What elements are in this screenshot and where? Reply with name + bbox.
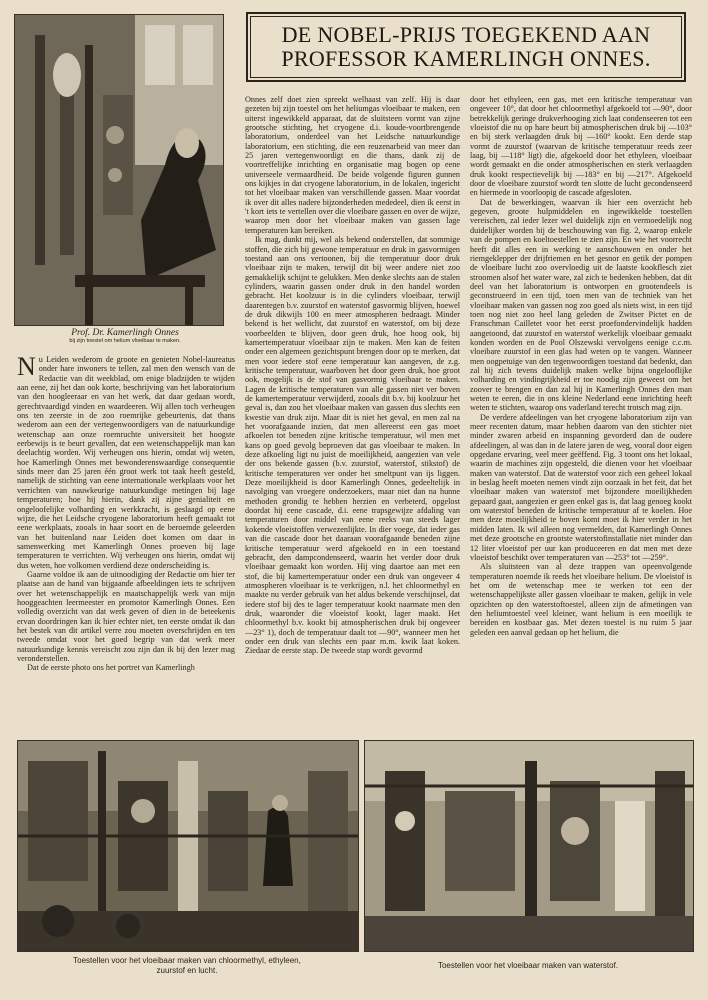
figure-left-caption-line-1: Toestellen voor het vloeibaar maken van chloormethyl, ethyleen, [73, 956, 301, 965]
article-column-1 [17, 355, 235, 737]
column-1-paragraph-3: Dat de eerste photo ons het portret van Kamerlingh [27, 663, 195, 673]
drop-cap: N [17, 355, 36, 381]
column-3-paragraph-1: door het ethyleen, een gas, met een kritische temperatuur van ongeveer 10°, dat door het chloormethyl afgekoeld tot —90°, door betrekkelijk geringe drukverhooging zich laat condenseeren tot een vloeistof die nu op hare beurt bij atmospherischen druk bij —103° en bij sterk verlaagden druk bij —160° kookt. Een derde stap vormt de zuurstof (waarvan de kritische temperatuur reeds zeer laag, bij —118° ligt) die, afgekoeld door het ethyleen, vloeibaar wordt gemaakt en die onder atmospherischen en sterk verlaagden druk kookt respectievelijk bij —183° en bij —217°. Afgekoeld door de vloeibare zuurstof wordt ten slotte de lucht gecondenseerd en hiermede in voorloopig de cascade afgesloten. [470, 95, 692, 198]
portrait-caption [40, 328, 210, 344]
figure-left-caption [20, 956, 354, 975]
figure-right-illustration [365, 741, 693, 951]
article-title [246, 12, 686, 82]
column-3-paragraph-3: De verdere afdeelingen van het cryogene laboratorium zijn van meer recenten datum, maar hebben daarom van den stichter niet minder zwaren arbeid en inspanning gevorderd dan de oudere afdeelingen, al was dan in de latere jaren de weg, vooral door eigen opgedane ervaring, veel meer geëffend. Fig. 3 toont ons het lokaal, waarin de machines zijn opgesteld, die dienen voor het vloeibaar maken van waterstof. Dat de waterstof voor zich een geheel lokaal in beslag heeft moeten nemen vindt zijn oorzaak in het feit, dat het vloeibaar maken van waterstof met bijzondere moeilijkheden gepaard gaat, aangezien er geen enkel gas is, dat laag genoeg kookt om waterstof beneden de kritische temperatuur af te koelen. Hoe men deze moeilijkheid te boven komt moet ik hier verder in het midden laten. Ik wil alleen nog vermelden, dat Kamerlingh Onnes met deze grootsche en grootste waterstofinstallatie niet minder dan 12 liter vloeistof per uur kan produceeren en dat men met deze vloeistof beschikt over temperaturen van —253° tot —259°. [470, 412, 692, 562]
article-column-2 [245, 95, 460, 735]
column-3-paragraph-4: Als sluitsteen van al deze trappen van opeenvolgende temperaturen noemde ik reeds het vloeibare helium. De vloeistof is het om de wetenschap mee te werken tot een der wetenschappelijkste aller gassen vloeibaar te maken, gelijk in vele opzichten op den waterstoftoestel, alleen zijn de afmetingen van den heliumtoestel veel kleiner, want helium is een moeilijk te bereiden en kostbaar gas. Met dezen toestel is nu ruim 5 jaar geleden een aanval gedaan op het helium, die [470, 562, 692, 637]
figure-right-caption: Toestellen voor het vloeibaar maken van waterstof. [437, 961, 619, 970]
figure-left-caption-line-2: zuurstof en lucht. [156, 965, 218, 975]
figure-right-photo [364, 740, 694, 952]
portrait-caption-sub: bij zijn toestel om helium vloeibaar te maken. [69, 338, 181, 344]
article-column-3 [470, 95, 692, 735]
column-2-paragraph-1: Onnes zelf doet zien spreekt welhaast van zelf. Hij is daar gezeten bij zijn toestel om het heliumgas vloeibaar te maken, een uiterst ingewikkeld apparaat, dat de sluitsteen vormt van zijne grootsche stichting, het cryogene d.i. koude-voortbrengende laboratorium, onderdeel van het Leidsche natuurkundige laboratorium, een stichting, die een reuzenarbeid van meer dan 25 jaren vertegenwoordigt en die thans, dank zij de voortreffelijke inrichting en organisatie mag bogen op eene universeele vermaardheid. De beide volgende figuren gunnen ons kijkjes in dat cryogene laboratorium, in de lokalen, ingericht tot het vloeibaar maken van verschillende gassen. Maar voordat ik over dit alles nadere bijzonderheden mededeel, dien ik eerst in 't kort iets te vertellen over die vloeibare gassen en over de wijze, waarop men door het vloeibaar maken van gassen lage temperaturen kan bereiken. [245, 95, 460, 235]
figure-left-photo [17, 740, 359, 952]
portrait-caption-name: Prof. Dr. Kamerlingh Onnes [71, 328, 179, 338]
column-1-paragraph-1: u Leiden wederom de groote en genieten Nobel-laureatus onder hare inwoners te tellen, zal men den wensch van de Redactie van dit weekblad, om enige bladzijden te wijden aan eene, zij het dan ook korte, beschrijving van het laboratorium van den hoogleeraar en van het werk, dat daar gedaan wordt, gerechtvaardigd vinden en waardeeren. Wij allen toch verheugen ons ten zeerste in de zoo roemrijke gebeurtenis, dat thans wederom aan een der vertegenwoordigers van de natuurkundige wetenschap aan onze roemruchte universiteit het hoogste eerbewijs is te beurt gevallen, dat een wetenschappelijk man kan deelachtig worden. Wij verheugen ons hierin, omdat wij weten, hoe Kamerlingh Onnes met bewonderenswaardige consequentie sinds meer dan 25 jaren één groot werk tot taak heeft gesteld, namelijk de stichting van eene internationale werkplaats voor het verrichten van nauwkeurige natuurkundige metingen bij lage temperaturen; hoe hij hierin, dank zij zijne genialiteit en ongeloofelijke volharding en werkkracht, is geslaagd op eene wijze, die het Leidsche cryogene laboratorium heeft gemaakt tot eene werkplaats, zooals in haar soort en de beroemde geleerden van het buitenland naar Leiden doet komen om daar in samenwerking met Kamerlingh Onnes proeven bij lage temperaturen te verrichten. Wij verheugen ons hierin, omdat wij dus weten, hoe volkomen verdiend deze onderscheiding is. [17, 355, 235, 570]
portrait-photo [14, 14, 224, 326]
portrait-illustration [15, 15, 223, 325]
column-1-paragraph-2: Gaarne voldoe ik aan de uitnoodiging der Redactie om hier ter plaatse aan de hand van bijgaande afbeeldingen iets te schrijven over het wetenschappelijk en maatschappelijk werk van mijn hooggeachten leermeester en promotor Kamerlingh Onnes. Een volledig overzicht van dat werk geven of dien in de beteekenis ervan doordringen kan ik hier echter niet, ten eerste omdat ik dan het bestek van dit artikel verre zou moeten overschrijden en ten tweede omdat voor het goed begrip van dat werk meer natuurkundige kennis vereischt zou zijn dan ik bij den lezer mag veronderstellen. [17, 569, 235, 663]
title-line-1: DE NOBEL-PRIJS TOEGEKEND AAN [281, 22, 651, 47]
column-3-paragraph-2: Dat de bewerkingen, waarvan ik hier een overzicht heb gegeven, groote hulpmiddelen en ingewikkelde toestellen vereischen, zal ieder lezer wel duidelijk zijn en vermoedelijk nog duidelijker worden bij de beschouwing van fig. 2, waarop enkele van de pompen en koeltoestellen te zien zijn. En wie het voorrecht heeft dit alles een in werking te aanschouwen en onder het riemgeklepper der drijfriemen en het gesnor en getik der pompen de vloeibare lucht zoo overvloedig uit de laatste kookflesch ziet stroomen alsof het water ware, zal zich te bedenken hebben, dat dit deel van het laboratorium is ontworpen en grootendeels is geconstrueerd in een tijd, toen men van de techniek van het vloeibaar maken van gassen nog zoo goed als niets wist, in een tijd toen nog niet zoo heel lang geleden de Zwitser Pictet en de Franschman Cailletet voor het eerst proefondervindelijk hadden aangetoond, dat zuurstof en waterstof werkelijk vloeibaar gemaakt konden worden en de Pool Olszewski vervolgens eenige c.c.m. vloeibare zuurstof in een glas had weten op te vangen. Wanneer men oogpetuige van den tegenwoordigen toestand dat bedenkt, dan zal hij zich tevens duidelijk maken welke bijna ongelooflijke volharding en vindingrijkheid er toe noodig zijn geweest om het zoover te brengen en dan zal hij in Kamerlingh Onnes den man weten te eeren, die in ons kleine Nederland eene inrichting heeft weten te stichten, waarop ons vaderland terecht trotsch mag zijn. [470, 197, 692, 413]
figure-left-illustration [18, 741, 358, 951]
column-1-paragraph [17, 355, 235, 570]
column-2-paragraph-2: Ik mag, dunkt mij, wel als bekend onderstellen, dat sommige stoffen, die zich bij gewone temperatuur en druk in gasvormigen toestand aan ons vertoonen, bij die temperatuur door druk vloeibaar zijn te maken, terwijl dit bij weer andere niet zoo gemakkelijk schijnt te gelukken. Men denke slechts aan de stalen cylinders, waarin gassen onder druk in den handel worden gebracht. Het koolzuur is in die cylinders vloeibaar, terwijl daarentegen b.v. zuurstof en waterstof gasvormig blijven, hoewel de druk dikwijls 100 en meer atmospheren bedraagt. Minder bekend is het wellicht, dat zuurstof en waterstof, om bij deze voorbeelden te blijven, door geen druk, hoe hoog ook, bij kamertemperatuur vloeibaar zijn te maken. Men kan de feiten onder een algemeen gezichtspunt brengen door op te merken, dat men voor iedere stof eene temperatuur kan aangeven, de z.g. kritische temperatuur, waarboven het door geen druk, hoe groot ook, mogelijk is de stof van gasvormig vloeibaar te maken. Lagen de kritische temperaturen van alle gassen niet ver boven de kamertemperatuur verwijderd, zooals dit b.v. bij koolzuur het geval is, dan zou het vloeibaar maken van gassen dus slechts een kwestie van druk zijn. Maar dit is niet het geval, en men zal na het voorafgaande inzien, dat men allereerst een gas moet afkoelen tot beneden zijne kritische temperatuur, wil men met kans op goed gevolg beproeven dat gas vloeibaar te maken. In deze afkoeling ligt nu juist de moeilijkheid, aangezien van vele der ons bekende gassen (b.v. zuurstof, waterstof, stikstof) de kritische temperaturen ver onder het smeltpunt van ijs liggen. Deze moeilijkheid is door Kamerlingh Onnes, gedeeltelijk in navolging van vroegere onderzoekers, maar niet dan na hunne methoden grondig te hebben herzien en verbeterd, opgelost doordat hij eene cascade, d.i. eene trapsgewijze afdaling van temperaturen door middel van eene reeks van steeds lager kokende vloeistoffen verwezenlijkte. In dier voege, dat ieder gas van die cascade door het daaraan voorafgaande beneden zijne kritische temperatuur werd afgekoeld en in een toestand gebracht, den dampcondenseerd, waarin het verder door druk vloeibaar gemaakt kon worden. Hij ving daartoe aan met een stof, die bij kamertemperatuur onder een druk van ongeveer 4 atmospheren vloeibaar is te verkrijgen, n.l. het chloormethyl en maakte nu verder gebruik van het aldus bekende verschijnsel, dat iedere stof bij des te lager temperatuur kookt naarmate men den druk, waaronder die vloeistof kookt, lager maakt. Het chloormethyl b.v. kookt bij atmospherischen druk bij ongeveer —23° 1), doch de temperatuur daalt tot —90°, wanneer men het onder een druk van slechts een paar m.m. kwik laat koken. Ziedaar de eerste stap. De tweede stap wordt gevormd [245, 235, 460, 656]
title-line-2: PROFESSOR KAMERLINGH ONNES. [281, 46, 651, 71]
